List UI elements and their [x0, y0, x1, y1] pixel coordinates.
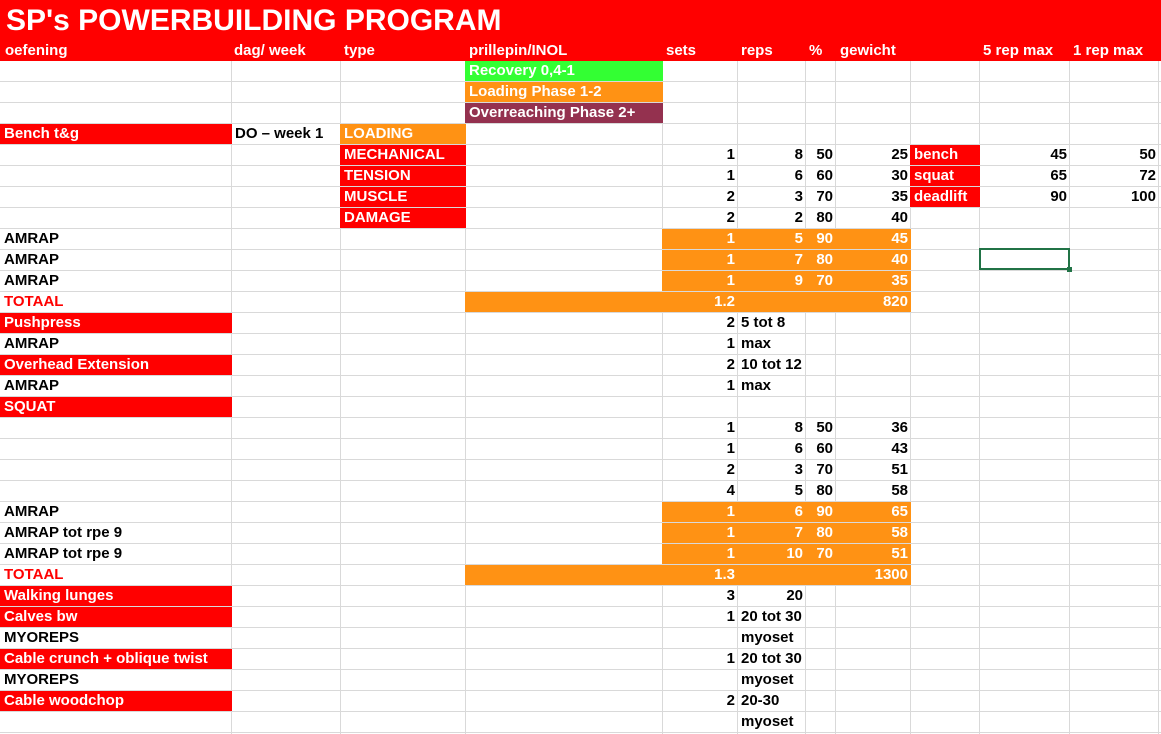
total-filler[interactable] [737, 292, 836, 312]
reps-cell[interactable]: myoset [741, 671, 794, 688]
type-line[interactable]: MECHANICAL [340, 145, 466, 165]
reps-cell[interactable]: 5 [794, 482, 803, 499]
header-sets[interactable]: sets [666, 42, 697, 59]
header-oefening[interactable]: oefening [5, 42, 68, 59]
gewicht-cell[interactable]: 30 [891, 167, 908, 184]
reps-cell[interactable]: max [741, 335, 772, 352]
type-line[interactable]: MUSCLE [340, 187, 466, 207]
exercise-label[interactable]: Cable crunch + oblique twist [0, 649, 232, 669]
header-type[interactable]: type [344, 42, 375, 59]
sets-cell[interactable]: 1 [662, 229, 738, 249]
gewicht-cell[interactable]: 40 [891, 209, 908, 226]
sets-cell[interactable]: 1 [726, 419, 735, 436]
header-percent[interactable]: % [809, 42, 823, 59]
gewicht-total[interactable]: 1300 [835, 565, 911, 585]
header-gewicht[interactable]: gewicht [840, 42, 896, 59]
sets-cell[interactable]: 2 [726, 461, 735, 478]
exercise-label[interactable]: MYOREPS [4, 671, 80, 688]
row-gridline [0, 438, 1161, 439]
selected-cell[interactable] [979, 248, 1070, 270]
sets-cell[interactable]: 1 [662, 523, 738, 543]
percent-cell[interactable]: 80 [805, 250, 836, 270]
sets-cell[interactable]: 1 [726, 377, 735, 394]
exercise-label[interactable]: AMRAP [4, 377, 59, 394]
type-loading[interactable]: LOADING [340, 124, 466, 144]
gewicht-cell[interactable]: 51 [891, 461, 908, 478]
total-filler[interactable] [737, 565, 836, 585]
reps-cell[interactable]: 7 [737, 523, 806, 543]
reps-cell[interactable]: 5 [737, 229, 806, 249]
exercise-bench[interactable]: Bench t&g [0, 124, 232, 144]
gewicht-cell[interactable]: 35 [835, 271, 911, 291]
legend-recovery[interactable]: Recovery 0,4-1 [465, 61, 663, 81]
sets-cell[interactable]: 1 [726, 146, 735, 163]
gewicht-cell[interactable]: 35 [891, 188, 908, 205]
inol-total[interactable]: 1.3 [465, 565, 738, 585]
exercise-label[interactable]: MYOREPS [4, 629, 80, 646]
reps-cell[interactable]: 8 [794, 146, 803, 163]
reps-cell[interactable]: 20-30 [741, 692, 780, 709]
exercise-label[interactable]: Calves bw [0, 607, 232, 627]
header-prillepin[interactable]: prillepin/INOL [469, 42, 568, 59]
sets-cell[interactable]: 2 [726, 209, 735, 226]
sets-cell[interactable]: 1 [662, 271, 738, 291]
reps-cell[interactable]: myoset [741, 629, 794, 646]
sets-cell[interactable]: 1 [726, 440, 735, 457]
row-gridline [0, 417, 1161, 418]
sets-cell[interactable]: 3 [726, 587, 735, 604]
sets-cell[interactable]: 2 [726, 356, 735, 373]
percent-cell[interactable]: 90 [805, 229, 836, 249]
row-gridline [0, 207, 1161, 208]
totaal-label[interactable]: TOTAAL [4, 566, 64, 583]
inol-total[interactable]: 1.2 [465, 292, 738, 312]
percent-cell[interactable]: 80 [816, 482, 833, 499]
row-gridline [0, 732, 1161, 733]
sets-cell[interactable]: 4 [726, 482, 735, 499]
amrap-label[interactable]: AMRAP [4, 503, 59, 520]
amrap-label[interactable]: AMRAP [4, 251, 59, 268]
gewicht-cell[interactable]: 58 [891, 482, 908, 499]
amrap-label[interactable]: AMRAP tot rpe 9 [4, 545, 123, 562]
gewicht-total[interactable]: 820 [835, 292, 911, 312]
reps-cell[interactable]: myoset [741, 713, 794, 730]
exercise-squat[interactable]: SQUAT [0, 397, 232, 417]
max-lift-bench[interactable]: bench [910, 145, 980, 165]
sets-cell[interactable]: 1 [726, 608, 735, 625]
type-line[interactable]: TENSION [340, 166, 466, 186]
rep5-max-value[interactable]: 90 [1050, 188, 1067, 205]
gewicht-cell[interactable]: 36 [891, 419, 908, 436]
reps-cell[interactable]: 5 tot 8 [741, 314, 786, 331]
gewicht-cell[interactable]: 58 [835, 523, 911, 543]
type-line[interactable]: DAMAGE [340, 208, 466, 228]
percent-cell[interactable]: 50 [816, 146, 833, 163]
reps-cell[interactable]: 9 [737, 271, 806, 291]
amrap-label[interactable]: AMRAP [4, 230, 59, 247]
sets-cell[interactable]: 1 [726, 167, 735, 184]
totaal-label[interactable]: TOTAAL [4, 293, 64, 310]
percent-cell[interactable]: 60 [816, 440, 833, 457]
header-reps[interactable]: reps [741, 42, 773, 59]
sets-cell[interactable]: 1 [726, 650, 735, 667]
exercise-label[interactable]: Cable woodchop [0, 691, 232, 711]
max-lift-deadlift[interactable]: deadlift [910, 187, 980, 207]
sets-cell[interactable]: 2 [726, 692, 735, 709]
reps-cell[interactable]: 20 [786, 587, 803, 604]
reps-cell[interactable]: 8 [794, 419, 803, 436]
rep1-max-value[interactable]: 100 [1130, 188, 1156, 205]
exercise-label[interactable]: AMRAP [4, 335, 59, 352]
exercise-label[interactable]: Overhead Extension [0, 355, 232, 375]
percent-cell[interactable]: 70 [805, 544, 836, 564]
exercise-label[interactable]: Walking lunges [0, 586, 232, 606]
legend-loading[interactable]: Loading Phase 1-2 [465, 82, 663, 102]
reps-cell[interactable]: 10 tot 12 [741, 356, 802, 373]
percent-cell[interactable]: 50 [816, 419, 833, 436]
reps-cell[interactable]: 3 [794, 461, 803, 478]
rep5-max-value[interactable]: 45 [1050, 146, 1067, 163]
header-1-rep-max[interactable]: 1 rep max [1073, 42, 1144, 59]
sets-cell[interactable]: 1 [662, 544, 738, 564]
amrap-label[interactable]: AMRAP tot rpe 9 [4, 524, 123, 541]
sets-cell[interactable]: 1 [662, 502, 738, 522]
gewicht-cell[interactable]: 40 [835, 250, 911, 270]
reps-cell[interactable]: 6 [794, 440, 803, 457]
percent-cell[interactable]: 90 [805, 502, 836, 522]
row-gridline [0, 480, 1161, 481]
gewicht-cell[interactable]: 45 [835, 229, 911, 249]
sets-cell[interactable]: 2 [726, 314, 735, 331]
day-week[interactable]: DO – week 1 [235, 125, 324, 142]
reps-cell[interactable]: 7 [737, 250, 806, 270]
percent-cell[interactable]: 70 [816, 188, 833, 205]
amrap-label[interactable]: AMRAP [4, 272, 59, 289]
reps-cell[interactable]: 6 [794, 167, 803, 184]
reps-cell[interactable]: 6 [737, 502, 806, 522]
gewicht-cell[interactable]: 25 [891, 146, 908, 163]
max-lift-squat[interactable]: squat [910, 166, 980, 186]
percent-cell[interactable]: 80 [816, 209, 833, 226]
percent-cell[interactable]: 70 [805, 271, 836, 291]
rep1-max-value[interactable]: 50 [1139, 146, 1156, 163]
rep5-max-value[interactable]: 65 [1050, 167, 1067, 184]
percent-cell[interactable]: 80 [805, 523, 836, 543]
reps-cell[interactable]: 20 tot 30 [741, 650, 802, 667]
gewicht-cell[interactable]: 43 [891, 440, 908, 457]
sets-cell[interactable]: 1 [726, 335, 735, 352]
header-dag-week[interactable]: dag/ week [234, 42, 306, 59]
exercise-label[interactable]: Pushpress [0, 313, 232, 333]
percent-cell[interactable]: 60 [816, 167, 833, 184]
sets-cell[interactable]: 2 [726, 188, 735, 205]
gewicht-cell[interactable]: 51 [835, 544, 911, 564]
sets-cell[interactable]: 1 [662, 250, 738, 270]
legend-overreaching[interactable]: Overreaching Phase 2+ [465, 103, 663, 123]
sheet-title[interactable]: SP's POWERBUILDING PROGRAM [0, 0, 1161, 41]
percent-cell[interactable]: 70 [816, 461, 833, 478]
header-5-rep-max[interactable]: 5 rep max [983, 42, 1054, 59]
rep1-max-value[interactable]: 72 [1139, 167, 1156, 184]
reps-cell[interactable]: 3 [794, 188, 803, 205]
reps-cell[interactable]: max [741, 377, 772, 394]
reps-cell[interactable]: 2 [794, 209, 803, 226]
gewicht-cell[interactable]: 65 [835, 502, 911, 522]
reps-cell[interactable]: 20 tot 30 [741, 608, 802, 625]
reps-cell[interactable]: 10 [737, 544, 806, 564]
row-gridline [0, 459, 1161, 460]
row-gridline [0, 711, 1161, 712]
